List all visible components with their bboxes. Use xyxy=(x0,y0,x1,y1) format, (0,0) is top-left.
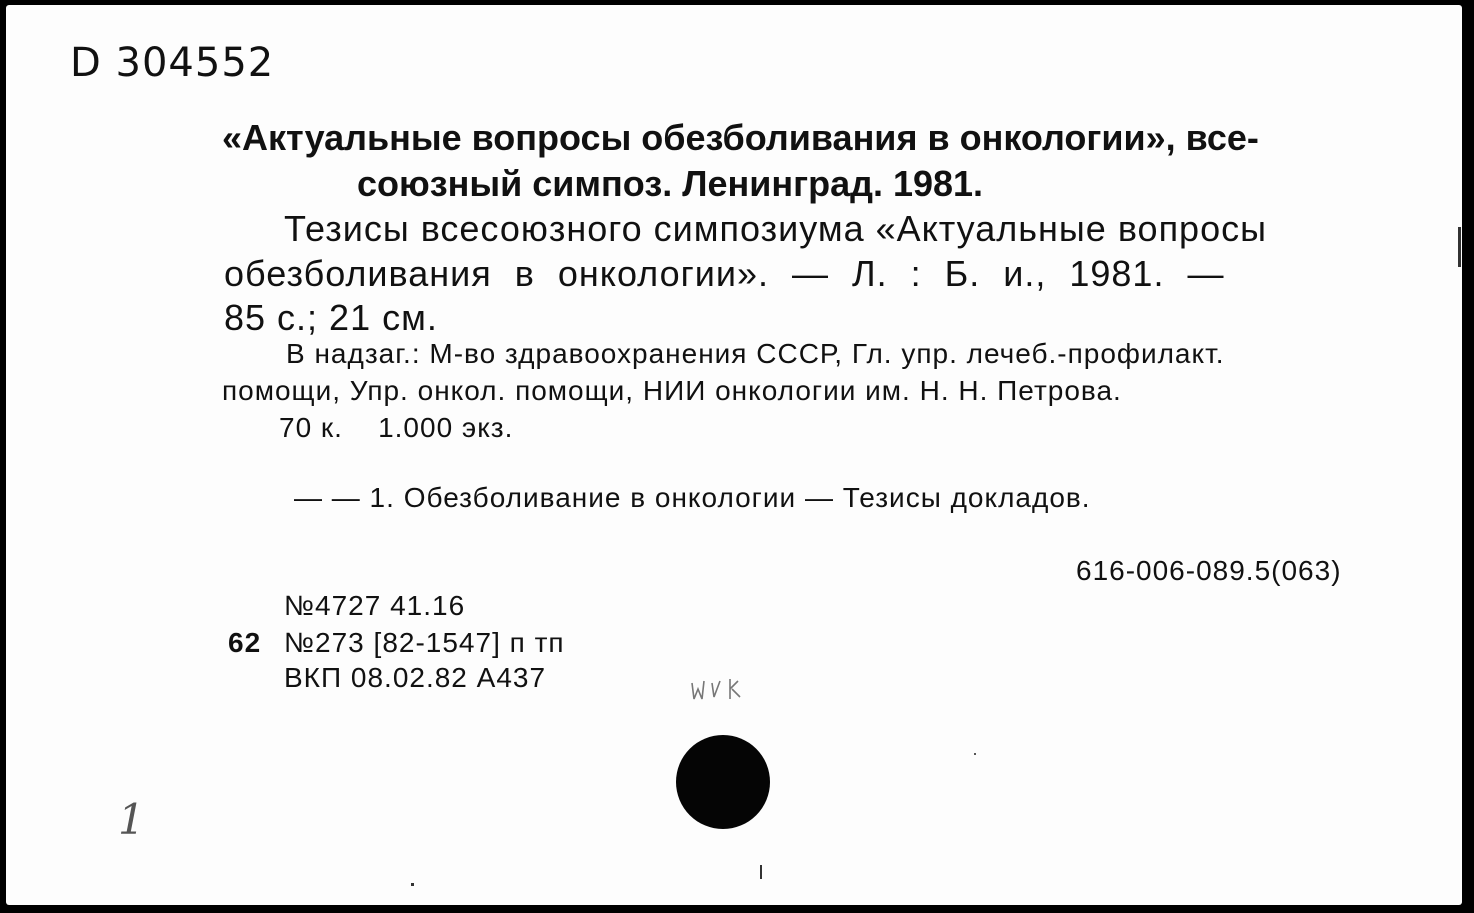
handwritten-number: 1 xyxy=(118,795,145,844)
note-line-1: В надзаг.: М-во здравоохранения СССР, Гл. упр. лечеб.-профилакт. xyxy=(286,338,1225,369)
handwritten-initials xyxy=(686,669,766,705)
order-prefix: 62 xyxy=(228,627,262,658)
subject-heading: — — 1. Обезболивание в онкологии — Тезисы докладов. xyxy=(294,482,1091,513)
speck xyxy=(760,865,762,879)
title-line-1: Тезисы всесоюзного симпозиума «Актуальные вопросы xyxy=(284,208,1267,249)
punch-hole xyxy=(676,735,770,829)
heading-line-2: союзный симпоз. Ленинград. 1981. xyxy=(357,163,984,204)
note-line-2: помощи, Упр. онкол. помощи, НИИ онкологии им. Н. Н. Петрова. xyxy=(222,375,1122,406)
title-line-2: обезболивания в онкологии». — Л. : Б. и., 1981. — xyxy=(224,253,1225,294)
heading-line-1: «Актуальные вопросы обезболивания в онкологии», все- xyxy=(222,117,1259,158)
edge-mark xyxy=(1458,227,1461,267)
call-number: D 304552 xyxy=(70,40,275,86)
order-line-1: №4727 41.16 xyxy=(284,590,466,621)
title-line-3: 85 с.; 21 см. xyxy=(224,297,438,338)
udc-code: 616-006-089.5(063) xyxy=(1076,555,1342,586)
order-line-3: ВКП 08.02.82 А437 xyxy=(284,662,547,693)
speck xyxy=(411,883,414,886)
catalog-card xyxy=(6,5,1462,905)
order-line-2: №273 [82-1547] п тп xyxy=(284,627,565,658)
price-line: 70 к. 1.000 экз. xyxy=(279,412,514,443)
speck xyxy=(974,753,976,755)
